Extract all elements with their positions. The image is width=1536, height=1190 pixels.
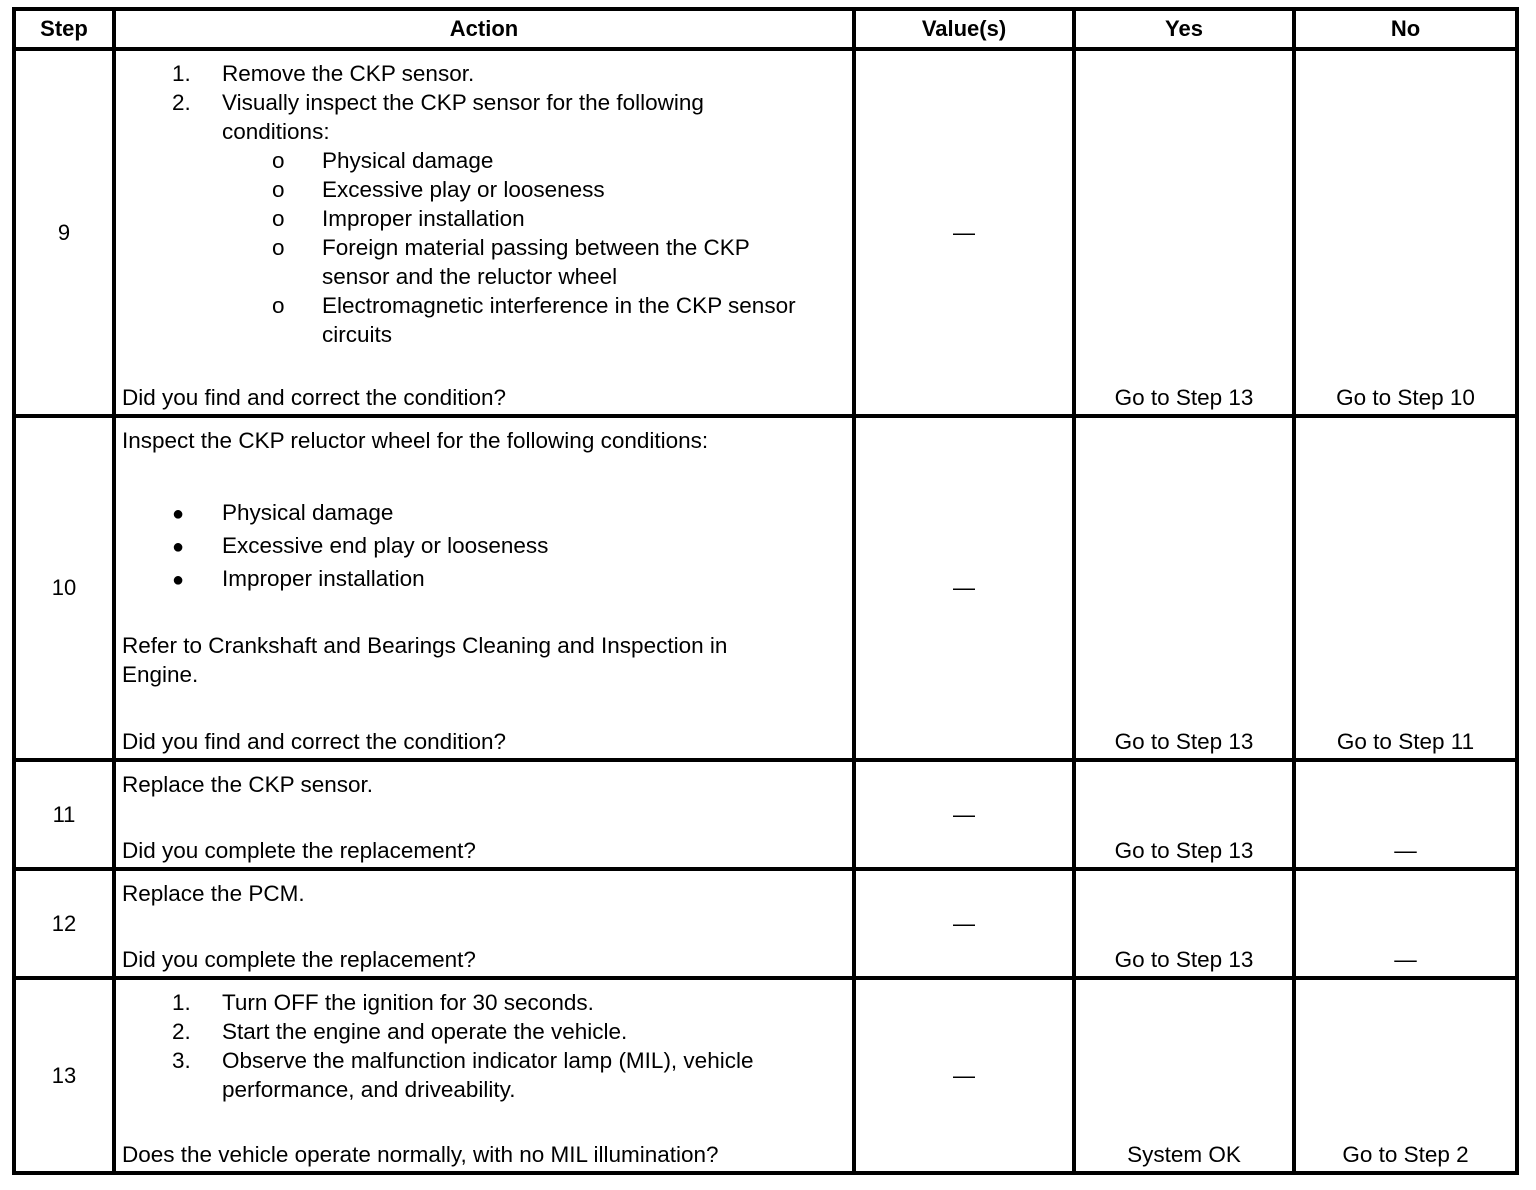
list-text: Remove the CKP sensor.: [222, 61, 475, 86]
sub-item: Excessive play or looseness: [322, 177, 605, 202]
value-cell: —: [854, 49, 1074, 416]
value-cell: —: [854, 869, 1074, 978]
step-number: 12: [14, 869, 114, 978]
no-result: —: [1394, 947, 1417, 972]
sub-item: Electromagnetic interference in the CKP sensor: [322, 293, 796, 318]
no-result: Go to Step 10: [1336, 385, 1475, 410]
bullet-item: Improper installation: [222, 566, 425, 591]
action-text: Replace the CKP sensor.: [122, 772, 373, 797]
step-row-13: [14, 978, 1517, 1173]
list-text: Turn OFF the ignition for 30 seconds.: [222, 990, 594, 1015]
yes-result: Go to Step 13: [1114, 838, 1254, 863]
list-number: 1.: [172, 990, 191, 1015]
no-result: Go to Step 2: [1342, 1142, 1469, 1167]
list-number: 2.: [172, 1019, 191, 1044]
yes-result: System OK: [1127, 1142, 1241, 1167]
sub-bullet: o: [272, 235, 285, 260]
step-number: 13: [14, 978, 114, 1173]
bullet: ●: [172, 536, 185, 558]
value-cell: —: [854, 416, 1074, 760]
yes-cell: [1074, 978, 1294, 1173]
question: Does the vehicle operate normally, with no MIL illumination?: [122, 1142, 719, 1167]
sub-bullet: o: [272, 177, 285, 202]
step-row-11: [14, 760, 1517, 869]
bullet-item: Excessive end play or looseness: [222, 533, 549, 558]
bullet-item: Physical damage: [222, 500, 394, 525]
no-cell: [1294, 978, 1517, 1173]
yes-result: Go to Step 13: [1114, 385, 1254, 410]
sub-item: Physical damage: [322, 148, 494, 173]
header-action: Action: [114, 9, 854, 49]
no-result: —: [1394, 838, 1417, 863]
list-text: Start the engine and operate the vehicle.: [222, 1019, 628, 1044]
no-cell: [1294, 49, 1517, 416]
sub-item: sensor and the reluctor wheel: [322, 264, 618, 289]
step-row-12: [14, 869, 1517, 978]
list-text: Visually inspect the CKP sensor for the following: [222, 90, 704, 115]
list-text: performance, and driveability.: [222, 1077, 516, 1102]
list-number: 3.: [172, 1048, 191, 1073]
action-cell: [114, 760, 854, 869]
refer-text: Refer to Crankshaft and Bearings Cleaning and Inspection in: [122, 633, 728, 658]
step-number: 11: [14, 760, 114, 869]
intro-text: Inspect the CKP reluctor wheel for the following conditions:: [122, 428, 709, 453]
value-cell: —: [854, 978, 1074, 1173]
action-cell: [114, 49, 854, 416]
diagnostic-table: [12, 7, 1519, 1175]
sub-item: Improper installation: [322, 206, 525, 231]
question: Did you complete the replacement?: [122, 947, 476, 972]
step-row-9: [14, 49, 1517, 416]
no-cell: [1294, 416, 1517, 760]
yes-cell: [1074, 416, 1294, 760]
sub-bullet: o: [272, 206, 285, 231]
header-no: No: [1294, 9, 1517, 49]
action-text: Replace the PCM.: [122, 881, 305, 906]
list-number: 1.: [172, 61, 191, 86]
no-cell: [1294, 760, 1517, 869]
header-step: Step: [14, 9, 114, 49]
step-number: 10: [14, 416, 114, 760]
action-cell: [114, 416, 854, 760]
refer-text: Engine.: [122, 662, 199, 687]
step-number: 9: [14, 49, 114, 416]
yes-result: Go to Step 13: [1114, 729, 1254, 754]
sub-item: Foreign material passing between the CKP: [322, 235, 750, 260]
bullet: ●: [172, 503, 185, 525]
action-cell: [114, 978, 854, 1173]
bullet: ●: [172, 569, 185, 591]
sub-bullet: o: [272, 293, 285, 318]
no-result: Go to Step 11: [1336, 729, 1475, 754]
question: Did you find and correct the condition?: [122, 385, 506, 410]
yes-cell: [1074, 869, 1294, 978]
sub-item: circuits: [322, 322, 393, 347]
action-cell: [114, 869, 854, 978]
no-cell: [1294, 869, 1517, 978]
header-values: Value(s): [854, 9, 1074, 49]
value-cell: —: [854, 760, 1074, 869]
header-row: [14, 9, 1517, 49]
header-yes: Yes: [1074, 9, 1294, 49]
yes-result: Go to Step 13: [1114, 947, 1254, 972]
yes-cell: [1074, 760, 1294, 869]
question: Did you complete the replacement?: [122, 838, 476, 863]
question: Did you find and correct the condition?: [122, 729, 506, 754]
list-text: Observe the malfunction indicator lamp (MIL), vehicle: [222, 1048, 754, 1073]
yes-cell: [1074, 49, 1294, 416]
sub-bullet: o: [272, 148, 285, 173]
list-text: conditions:: [222, 119, 330, 144]
list-number: 2.: [172, 90, 191, 115]
step-row-10: [14, 416, 1517, 760]
